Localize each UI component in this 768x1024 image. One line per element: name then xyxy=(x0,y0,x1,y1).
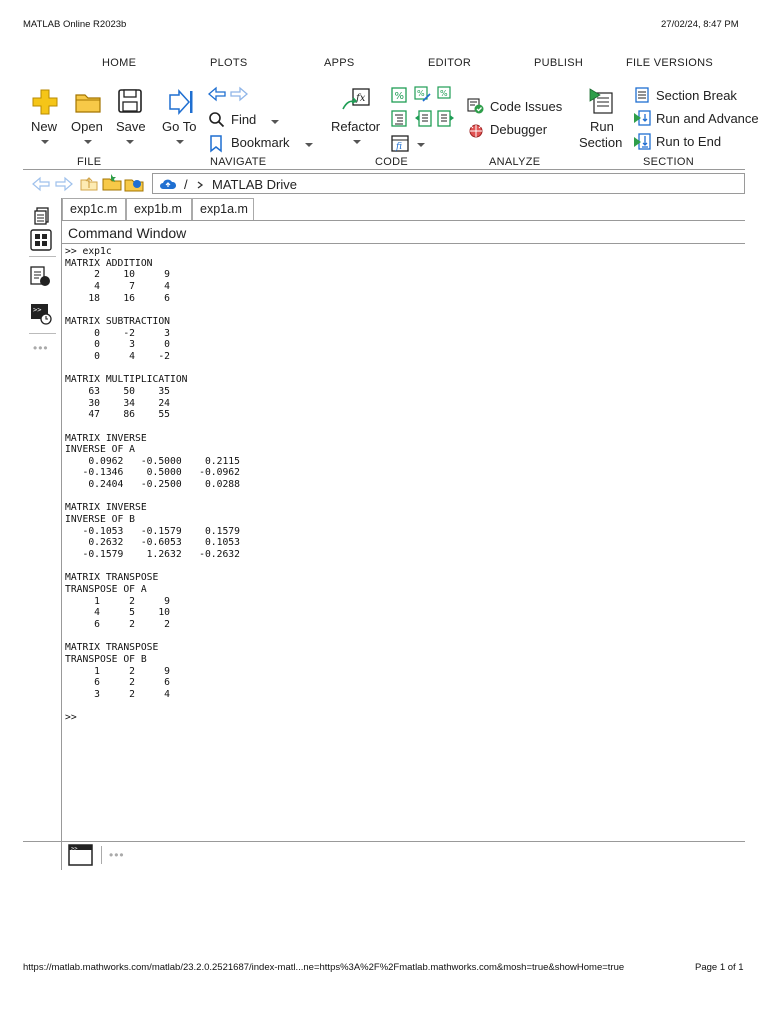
code-issues-label: Code Issues xyxy=(490,99,563,114)
section-break-icon xyxy=(634,87,650,103)
sidebar-divider xyxy=(61,198,62,870)
decrease-indent-icon[interactable] xyxy=(414,110,432,127)
command-window-output[interactable]: >> exp1c MATRIX ADDITION 2 10 9 4 7 4 18 16 6 MATRIX SUBTRACTION 0 -2 3 0 3 0 0 4 -2 MATRIX MULTIPLICATION 63 50 35 30 34 24 47 86 55 MATRIX INVERSE INVERSE OF A 0.0962 -0.5000 0.2115 -0.1346 0.5000 -0.0962 0.2404 -0.2500 0.0288 MATRIX INVERSE INVERSE OF B -0.1053 -0.1579 0.1579 0.2632 -0.6053 0.1053 -0.1579 1.2632 -0.2632 MATRIX TRANSPOSE TRANSPOSE OF A 1 2 9 4 5 10 6 2 2 MATRIX TRANSPOSE TRANSPOSE OF B 1 2 9 6 2 6 3 2 4 >> xyxy=(65,246,240,724)
back-nav-icon[interactable] xyxy=(32,177,50,191)
command-window-panel-icon[interactable] xyxy=(68,844,93,866)
floppy-icon xyxy=(117,88,143,114)
bottom-more-icon[interactable]: ••• xyxy=(109,848,125,862)
run-and-advance-label: Run and Advance xyxy=(656,111,759,126)
command-window-title: Command Window xyxy=(68,225,187,241)
group-label-file: FILE xyxy=(77,156,102,168)
go-to-label: Go To xyxy=(162,119,197,134)
sidebar-separator xyxy=(29,256,56,257)
group-label-analyze: ANALYZE xyxy=(489,156,541,168)
tab-apps[interactable]: APPS xyxy=(324,57,355,69)
current-folder-panel-icon[interactable] xyxy=(34,207,50,225)
file-tab-exp1a[interactable]: exp1a.m xyxy=(192,198,254,220)
magnifier-icon xyxy=(208,111,225,128)
browse-folder-icon[interactable] xyxy=(102,173,122,191)
group-label-section: SECTION xyxy=(643,156,694,168)
forward-nav-icon[interactable] xyxy=(55,177,73,191)
section-break-label: Section Break xyxy=(656,88,737,103)
smart-indent-icon[interactable] xyxy=(391,110,407,127)
tab-plots[interactable]: PLOTS xyxy=(210,57,248,69)
bookmark-icon xyxy=(209,135,223,152)
tab-file-versions[interactable]: FILE VERSIONS xyxy=(626,57,714,69)
print-datetime: 27/02/24, 8:47 PM xyxy=(661,19,739,30)
increase-indent-icon[interactable] xyxy=(437,110,455,127)
wrap-comments-icon[interactable] xyxy=(437,86,451,99)
svg-text:%: % xyxy=(394,91,405,102)
open-dropdown-caret[interactable] xyxy=(84,140,92,144)
new-dropdown-caret[interactable] xyxy=(41,140,49,144)
workspace-panel-icon[interactable] xyxy=(30,229,52,251)
forward-arrow-icon[interactable] xyxy=(230,87,248,101)
goto-icon xyxy=(167,89,195,115)
run-section-label-line1: Run xyxy=(590,119,614,134)
bookmark-label: Bookmark xyxy=(231,135,290,150)
folder-icon xyxy=(74,90,102,114)
chevron-right-icon xyxy=(197,181,203,189)
print-footer-url: https://matlab.mathworks.com/matlab/23.2.0.2521687/index-matl...ne=https%3A%2F%2Fmatlab.mathworks.com&mosh=true&showHome=true xyxy=(23,962,625,973)
svg-text:fi: fi xyxy=(396,142,403,152)
new-folder-icon[interactable] xyxy=(124,174,144,192)
address-folder-matlab-drive[interactable]: MATLAB Drive xyxy=(212,177,297,192)
add-ons-panel-icon[interactable] xyxy=(30,266,52,288)
refactor-icon xyxy=(341,87,371,115)
svg-text:%: % xyxy=(417,89,425,98)
sidebar-more-icon[interactable]: ••• xyxy=(33,341,49,355)
file-tab-exp1b[interactable]: exp1b.m xyxy=(126,198,192,220)
code-issues-icon xyxy=(467,98,485,115)
debugger-label: Debugger xyxy=(490,122,548,137)
group-label-navigate: NAVIGATE xyxy=(210,156,267,168)
function-browser-icon[interactable] xyxy=(391,135,409,152)
toolstrip-divider xyxy=(23,169,745,170)
svg-text:fx: fx xyxy=(356,93,366,104)
sidebar-separator-2 xyxy=(29,333,56,334)
refactor-label: Refactor xyxy=(331,119,381,134)
cloud-icon xyxy=(159,178,177,190)
command-history-panel-icon[interactable] xyxy=(30,303,52,325)
plus-icon xyxy=(31,88,59,116)
go-to-dropdown-caret[interactable] xyxy=(176,140,184,144)
run-to-end-label: Run to End xyxy=(656,134,722,149)
file-tab-exp1c[interactable]: exp1c.m xyxy=(62,198,126,220)
save-label: Save xyxy=(116,119,146,134)
app-title: MATLAB Online R2023b xyxy=(23,19,127,30)
run-and-advance-icon xyxy=(633,110,651,126)
svg-text:>>: >> xyxy=(33,306,42,314)
find-label: Find xyxy=(231,112,257,127)
tab-publish[interactable]: PUBLISH xyxy=(534,57,584,69)
save-dropdown-caret[interactable] xyxy=(126,140,134,144)
up-folder-icon[interactable] xyxy=(80,175,98,191)
run-section-icon xyxy=(588,87,616,115)
run-section-label-line2: Section xyxy=(579,135,623,150)
bookmark-dropdown-caret[interactable] xyxy=(305,143,313,147)
file-tabs-divider xyxy=(62,220,745,221)
svg-text:%: % xyxy=(440,89,448,98)
bottom-strip-separator xyxy=(101,846,102,864)
open-label: Open xyxy=(71,119,103,134)
tab-home[interactable]: HOME xyxy=(102,57,137,69)
run-to-end-icon xyxy=(633,133,651,150)
address-root-separator[interactable]: / xyxy=(184,177,188,192)
find-dropdown-caret[interactable] xyxy=(271,120,279,124)
command-window-title-divider xyxy=(62,243,745,244)
bottom-panel-divider xyxy=(23,841,745,842)
tab-editor[interactable]: EDITOR xyxy=(428,57,472,69)
code-more-dropdown-caret[interactable] xyxy=(417,143,425,147)
group-label-code: CODE xyxy=(375,156,408,168)
debugger-icon xyxy=(467,121,485,139)
new-label: New xyxy=(31,119,58,134)
uncomment-icon[interactable] xyxy=(414,86,432,104)
svg-text:>>: >> xyxy=(71,846,78,852)
comment-icon[interactable] xyxy=(391,87,407,103)
print-footer-page: Page 1 of 1 xyxy=(695,962,744,973)
refactor-dropdown-caret[interactable] xyxy=(353,140,361,144)
back-arrow-icon[interactable] xyxy=(208,87,226,101)
